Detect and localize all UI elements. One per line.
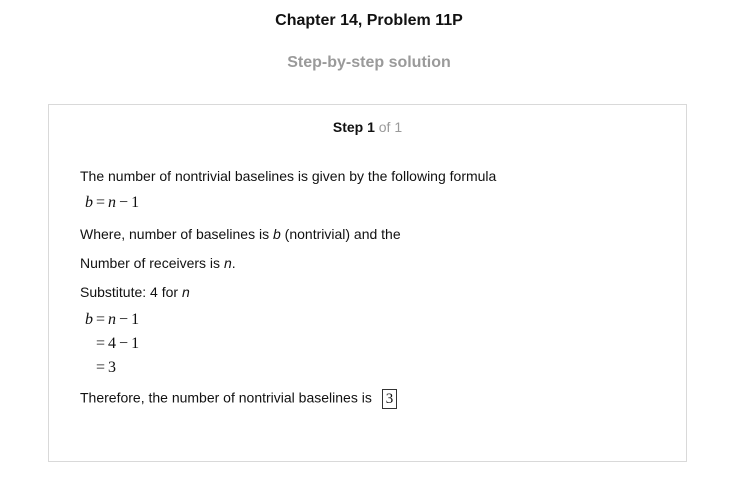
where-var: b (272, 226, 281, 242)
step-total: of 1 (378, 119, 403, 135)
intro-text: The number of nontrivial baselines is given by the following formula (80, 168, 497, 184)
calc1-n: n (108, 311, 117, 328)
formula (85, 194, 139, 212)
calc2-a: 4 (108, 335, 117, 352)
where-suffix: (nontrivial) and the (280, 226, 401, 242)
step-header (49, 119, 686, 135)
conclusion-label: Therefore, the number of nontrivial baselines is (80, 389, 372, 406)
calc-line-1 (85, 311, 139, 329)
formula-eq: = (96, 194, 106, 211)
substitute-text (80, 284, 190, 300)
receivers-text (80, 255, 236, 271)
calc-line-3 (93, 359, 116, 377)
calc3-a: 3 (108, 359, 117, 376)
receivers-prefix: Number of receivers is (80, 255, 224, 271)
calc1-eq: = (96, 311, 106, 328)
substitute-prefix: Substitute: 4 for (80, 284, 182, 300)
calc2-minus: − (119, 335, 129, 352)
substitute-var: n (181, 284, 190, 300)
chapter-title: Chapter 14, Problem 11P (275, 12, 463, 29)
where-prefix: Where, number of baselines is (80, 226, 273, 242)
receivers-var: n (223, 255, 232, 271)
calc2-b: 1 (131, 335, 140, 352)
formula-minus: − (119, 194, 129, 211)
where-text (80, 226, 401, 242)
calc3-eq: = (96, 359, 106, 376)
calc1-one: 1 (131, 311, 140, 328)
calc1-minus: − (119, 311, 129, 328)
formula-one: 1 (131, 194, 140, 211)
receivers-suffix: . (231, 255, 236, 271)
calc2-eq: = (96, 335, 106, 352)
formula-n: n (108, 194, 117, 211)
calc-line-2 (93, 335, 139, 353)
formula-lhs: b (85, 194, 93, 211)
step-label: Step 1 (332, 119, 375, 135)
step-card (48, 104, 687, 462)
solution-subtitle: Step-by-step solution (287, 54, 451, 71)
calc1-lhs: b (85, 311, 93, 328)
answer-box: 3 (382, 389, 398, 409)
conclusion-text (80, 389, 397, 409)
